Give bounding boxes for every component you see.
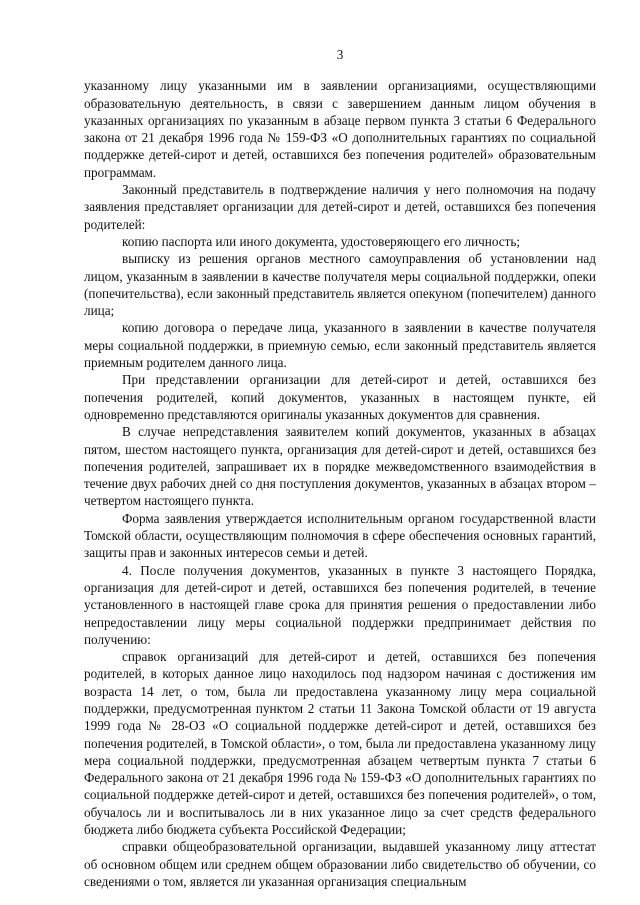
paragraph-continuation: указанному лицу указанными им в заявлении организациями, осуществляющими образовательную деятельность, в связи с завершением данным лицом обучения в указанных организациях по указанным в абзаце первом пункта 3 статьи 6 Федерального закона от 21 декабря 1996 года № 159-ФЗ «О дополнительных гарантиях по социальной поддержке детей-сирот и детей, оставшихся без попечения родителей» образовательным программам. — [84, 78, 596, 180]
paragraph-foster-contract: копию договора о передаче лица, указанного в заявлении в качестве получателя меры социальной поддержки, в приемную семью, если законный представитель является приемным родителем данного лица. — [84, 320, 596, 371]
paragraph-interagency-request: В случае непредставления заявителем копий документов, указанных в абзацах пятом, шестом настоящего пункта, организация для детей-сирот и детей, оставшихся без попечения родителей, запрашивает их в порядке межведомственного взаимодействия в течение двух рабочих дней со дня поступления документов, указанных в абзацах втором – четвертом настоящего пункта. — [84, 424, 596, 509]
paragraph-orphan-org-certificates: справок организаций для детей-сирот и детей, оставшихся без попечения родителей, в которых данное лицо находилось под надзором начиная с достижения им возраста 14 лет, о том, была ли предоставлена указанному лицу мера социальной поддержки, предусмотренная пунктом 2 статьи 11 Закона Томской области от 19 августа 1999 года № 28-ОЗ «О социальной поддержке детей-сирот и детей, оставшихся без попечения родителей, в Томской области», о том, была ли предоставлена указанному лицу мера социальной поддержки, предусмотренная абзацем четвертым пункта 7 статьи 6 Федерального закона от 21 декабря 1996 года № 159-ФЗ «О дополнительных гарантиях по социальной поддержке детей-сирот и детей, оставшихся без попечения родителей», о том, обучалось ли и воспитывалось ли в них указанное лицо за счет средств федерального бюджета либо бюджета субъекта Российской Федерации; — [84, 649, 596, 838]
paragraph-item-4: 4. После получения документов, указанных в пункте 3 настоящего Порядка, организация для детей-сирот и детей, оставшихся без попечения родителей, в течение установленного в настоящей главе срока для принятия решения о предоставлении либо непредоставлении лицу меры социальной поддержки предпринимает действия по получению: — [84, 562, 596, 647]
paragraph-application-form: Форма заявления утверждается исполнительным органом государственной власти Томской области, осуществляющим полномочия в сфере обеспечения основных гарантий, защиты прав и законных интересов семьи и детей. — [84, 510, 596, 561]
paragraph-originals: При представлении организации для детей-сирот и детей, оставшихся без попечения родителей, копий документов, указанных в настоящем пункте, ей одновременно представляются оригиналы указанных документов для сравнения. — [84, 372, 596, 422]
paragraph-guardianship-extract: выписку из решения органов местного самоуправления об установлении над лицом, указанным в заявлении в качестве получателя меры социальной поддержки, опеки (попечительства), если законный представитель является опекуном (попечителем) данного лица; — [84, 251, 596, 319]
paragraph-legal-representative: Законный представитель в подтверждение наличия у него полномочия на подачу заявления представляет организации для детей-сирот и детей, оставшихся без попечения родителей: — [84, 182, 596, 232]
paragraph-school-certificate: справки общеобразовательной организации, выдавшей указанному лицу аттестат об основном общем или среднем общем образовании либо свидетельство об обучении, со сведениями о том, является ли указанная организация специальным — [84, 839, 596, 889]
page-number: 3 — [336, 47, 344, 62]
paragraph-passport-copy: копию паспорта или иного документа, удостоверяющего его личность; — [122, 233, 521, 249]
